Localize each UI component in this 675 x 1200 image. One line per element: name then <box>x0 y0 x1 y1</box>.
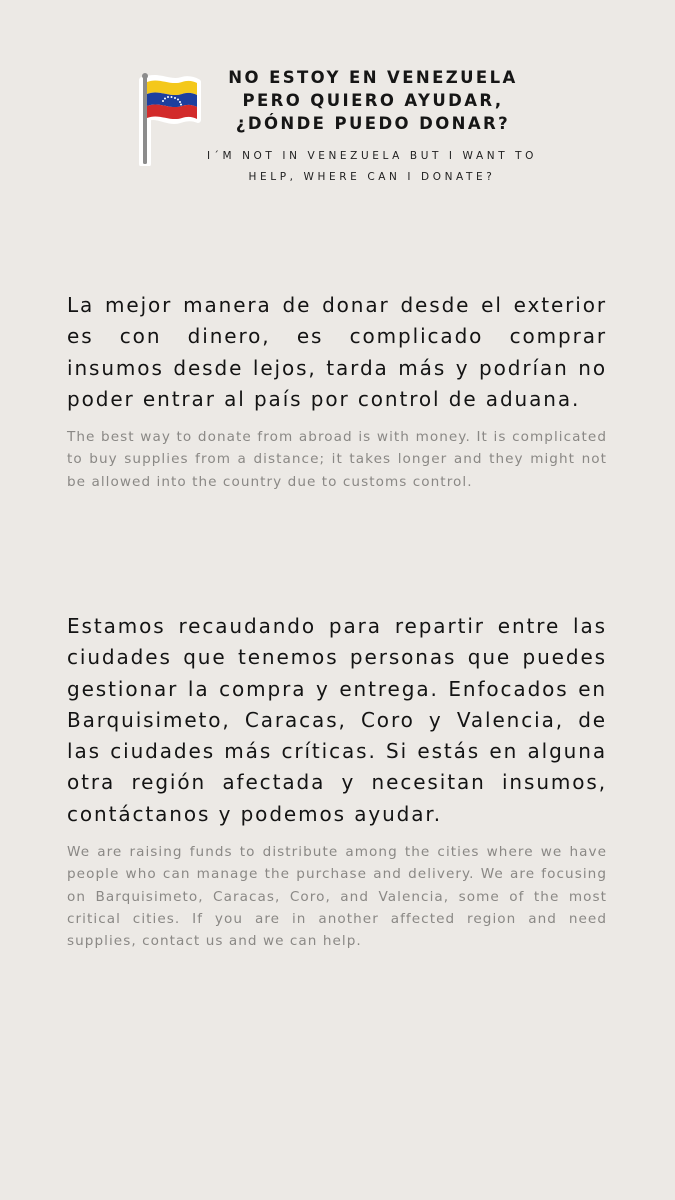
section-text-spanish: Estamos recaudando para repartir entre las ciudades que tenemos personas que puedes gestionar la compra y entrega. Enfocados en Barquisimeto, Caracas, Coro y Valencia, de las ciudades más críticas. Si estás en alguna otra región afectada y necesitan insumos, contáctanos y podemos ayudar. <box>67 614 607 826</box>
section-text-english: The best way to donate from abroad is with money. It is complicated to buy supplies from a distance; it takes longer and they might not be allowed into the country due to customs control. <box>67 429 607 490</box>
section-fundraising <box>67 611 607 953</box>
section-text-spanish: La mejor manera de donar desde el exterior es con dinero, es complicado comprar insumos desde lejos, tarda más y podrían no poder entrar al país por control de aduana. <box>67 293 607 411</box>
venezuela-flag-icon <box>136 70 202 166</box>
page-subtitle: I´M NOT IN VENEZUELA BUT I WANT TO HELP, WHERE CAN I DONATE? <box>206 150 538 183</box>
section-donate-money <box>67 290 607 493</box>
section-text-english: We are raising funds to distribute among the cities where we have people who can manage the purchase and delivery. We are focusing on Barquisimeto, Caracas, Coro, and Valencia, some of the most critical cities. If you are in another affected region and need supplies, contact us and we can help. <box>67 844 607 950</box>
header <box>136 64 536 204</box>
page-title: NO ESTOY EN VENEZUELA PERO QUIERO AYUDAR, ¿DÓNDE PUEDO DONAR? <box>228 68 518 133</box>
